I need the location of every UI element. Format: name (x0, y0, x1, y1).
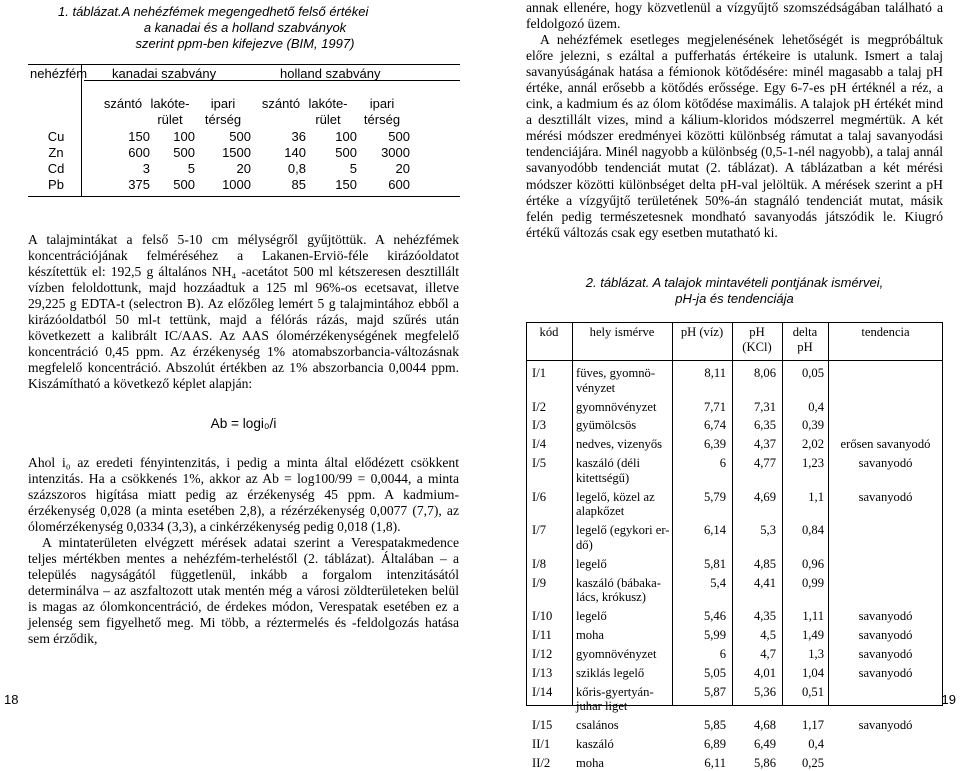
page-number-right: 19 (941, 692, 956, 707)
table1-caption-line: a kanadai és a holland szabványok (143, 20, 347, 35)
table1-top-rule (28, 64, 460, 65)
table2-delta: 0,05 (801, 366, 824, 380)
table2-code: I/11 (532, 628, 552, 642)
absorbance-formula: Ab = logi₀/i (210, 416, 277, 432)
table2-place: dő) (576, 537, 593, 552)
table1-cell: 500 (173, 177, 195, 192)
table2-delta: 0,39 (801, 418, 824, 433)
table2-place: vényzet (576, 380, 616, 395)
table1-cell: 150 (335, 177, 357, 192)
left-paragraph-3: A mintaterületen elvégzett mérések adatai szerint a Verespatakmedence teljes mértékben mentes a nehézfém-terheléstől (2. táblázat). Általában – a település nagyságától függetlenül, inkább a forgalom intenzitásától determinálva – az aszfaltozott utak mentén még a városi zöldterületeken belül is magas az ólomkoncentráció, de érdekes módon, Verespatak esetében ez a jelenség sem figyelhető meg. Mi több, a réztermelés és -feldolgozás hatása sem érződik, (28, 534, 459, 647)
table2-place: kitettségű) (576, 470, 630, 485)
table1-cell: 20 (236, 161, 251, 176)
table2-ph-kcl: 6,49 (753, 737, 776, 752)
table2-caption-line: pH-ja és tendenciája (675, 291, 794, 306)
table1-caption (30, 4, 460, 52)
table2-header-place: hely ismérve (589, 325, 655, 339)
table2-delta: 1,3 (808, 646, 824, 661)
table1-subheader: szántó (103, 96, 143, 111)
table2-ph-kcl: 8,06 (753, 366, 776, 380)
table1-header-canadian: kanadai szabvány (112, 66, 217, 81)
right-body-text (526, 0, 943, 241)
table2-delta: 0,4 (808, 737, 824, 752)
table2-ph-water: 5,4 (710, 575, 726, 590)
table1-cell: 600 (128, 145, 150, 160)
table2-ph-water: 6,11 (704, 756, 726, 770)
table1-cell: 85 (291, 177, 306, 192)
table2-code: I/6 (532, 489, 546, 504)
table2-header-delta: delta (792, 325, 818, 339)
table2-place: lács, krókusz) (576, 590, 646, 605)
table2-place: legelő (576, 556, 607, 571)
table1-subheader: térség (363, 112, 401, 127)
table2-ph-kcl: 4,01 (753, 665, 776, 680)
table2-ph-kcl: 4,37 (753, 437, 776, 452)
table1-cell: 0,8 (287, 161, 306, 176)
table2-header-ph-kcl: pH (749, 325, 765, 339)
table2-delta: 0,51 (801, 684, 824, 699)
table2-ph-kcl: 4,77 (753, 456, 776, 471)
table1-header-dutch: holland szabvány (280, 66, 381, 81)
table2-delta: 1,49 (801, 628, 824, 642)
table2-ph-water: 7,71 (703, 399, 726, 414)
table2-delta: 1,17 (801, 718, 824, 733)
table2-ph-water: 5,79 (703, 489, 726, 504)
table2-ph-water: 6,89 (703, 737, 726, 752)
table2-place: kaszáló (déli (576, 456, 640, 471)
table1-cell: 500 (229, 129, 251, 144)
table2-header-delta-ph: pH (797, 340, 813, 354)
table1-cell: 36 (291, 129, 306, 144)
table2-ph-water: 6 (719, 456, 726, 471)
table2-place: csalános (576, 718, 619, 733)
table2-place: legelő (egykori er- (576, 523, 670, 538)
table2-place: legelő (576, 609, 607, 624)
table2-code: I/15 (532, 718, 553, 733)
table2-delta: 1,11 (802, 609, 824, 624)
table2-place: kaszáló (bábaka- (576, 575, 661, 590)
table1-cell: 3000 (381, 145, 410, 160)
table2-ph-water: 5,99 (703, 628, 726, 642)
table2-column-rule (572, 322, 573, 706)
table1-caption-line: szerint ppm-ben kifejezve (BIM, 1997) (135, 36, 355, 51)
table2-ph-water: 6,39 (703, 437, 726, 452)
table1-cell: 100 (173, 129, 195, 144)
table2-code: I/14 (532, 684, 553, 699)
table2-header-code: kód (539, 325, 559, 339)
table2-code: I/4 (532, 437, 546, 452)
table1-cell: 375 (128, 177, 150, 192)
table2-place: juhar liget (576, 699, 628, 714)
table1-metal-label: Zn (48, 145, 64, 160)
table2-ph-kcl: 5,36 (753, 684, 776, 699)
table2-code: I/10 (532, 609, 553, 624)
left-page (0, 0, 480, 713)
table2-ph-water: 5,81 (703, 556, 726, 571)
table2-delta: 1,1 (808, 489, 824, 504)
table1-subheader: lakóte- (308, 96, 348, 111)
table2-ph-kcl: 4,69 (753, 489, 776, 504)
table1-cell: 100 (335, 129, 357, 144)
table2-trend: savanyodó (858, 665, 913, 680)
table2-trend: savanyodó (858, 628, 913, 642)
table2-trend: erősen savanyodó (840, 437, 931, 452)
table1-cell: 5 (187, 161, 195, 176)
table2-trend: savanyodó (858, 609, 913, 624)
table1-metal-label: Cd (47, 161, 65, 176)
table2-delta: 0,96 (801, 556, 824, 571)
table2-ph-water: 5,46 (703, 609, 726, 624)
table2-place: moha (576, 756, 604, 770)
table1-metal-label: Cu (47, 129, 65, 144)
table2-delta: 0,25 (801, 756, 824, 770)
table1-bottom-rule (28, 196, 460, 197)
table1-subheader: rület (157, 112, 183, 127)
page-number-left: 18 (4, 692, 19, 707)
table1-caption-number: 1. táblázat. (58, 4, 122, 19)
left-body-text (28, 232, 459, 647)
table2-code: I/8 (532, 556, 546, 571)
table1-cell: 500 (173, 145, 195, 160)
table2-place: kaszáló (576, 737, 614, 752)
table2-header-ph-kcl-unit: (KCl) (742, 340, 772, 354)
table2-trend: savanyodó (858, 456, 913, 471)
left-paragraph-2: Ahol i₀ az eredeti fényintenzitás, i pedig a minta által elődézett csökkent intenzitás. Ha a csökkenés 1%, akkor az Ab = log100/99 = 0,0044, a minta százszoros higítása miatt pedig az érzékenység 45 ppm. A kadmium-érzékenység 0,028 (a minta esetében 2,8), a rézérzékenység 0,0077 (7,7), az ólomérzékenység 0,0334 (3,3), a cinkérzékenység pedig 0,018 (1,8). (28, 454, 459, 534)
table2-delta: 2,02 (801, 437, 824, 452)
table1-subheader: szántó (261, 96, 301, 111)
table2-caption (526, 275, 943, 307)
table2-ph-water: 8,11 (704, 366, 726, 380)
table2-delta: 0,84 (801, 523, 824, 538)
table1-cell: 500 (335, 145, 357, 160)
table1-cell: 3 (142, 161, 150, 176)
table2-code: I/7 (532, 523, 546, 538)
table2-ph-kcl: 4,7 (760, 646, 776, 661)
table1-cell: 5 (349, 161, 357, 176)
table2-delta: 1,23 (801, 456, 824, 471)
table2-code: I/5 (532, 456, 546, 471)
table2-ph-kcl: 4,35 (753, 609, 776, 624)
table1-cell: 500 (388, 129, 410, 144)
table2-ph-water: 6,74 (703, 418, 726, 433)
table2-header-rule (526, 360, 943, 361)
right-paragraph-2: A nehézfémek esetleges megjelenésének lehetőségét is megpróbáltuk előre jelezni, s ezáltal a pufferhatás értékeire is utalunk. Ismert a talaj savanyúságának hatása a fémionok kötődésére: minél magasabb a talaj pH értéke, annál erősebb a kötődés erőssége. Egy 6-7-es pH értéknél a réz, a cink, a kadmium és az ólom kötődése maximális. A talajok pH értékét mind a desztillált vizes, mind a kálium-kloridos módszerrel megmértük. A két mérési módszer eredményei közötti különbség rámutat a talaj savanyodási tendenciájára. Minél nagyobb a különbség (0,5-1-nél nagyobb), a talaj annál savanyodóbb tendenciát mutat (2. táblázat). A táblázatban a két mérési módszer közötti különbséget delta pH-val jelöltük. A mérések szerint a pH értéke a vízgyűjtő területének 50%-án stagnáló tendenciát mutat, másik felén pedig természetesnek mondható savanyodás játszódik le. Kiugró értékű változás csak egy esetben mutatható ki. (526, 32, 943, 240)
table2-ph-kcl: 5,86 (753, 756, 776, 770)
table2-place: füves, gyomnö- (576, 366, 656, 380)
table2-trend: savanyodó (858, 489, 913, 504)
table1-subheader: lakóte- (150, 96, 190, 111)
table2-ph-kcl: 6,35 (753, 418, 776, 433)
table1-subheader: ipari (369, 96, 395, 111)
table2-trend: savanyodó (858, 718, 913, 733)
table1-metal-label: Pb (48, 177, 64, 192)
table2-ph-kcl: 4,68 (753, 718, 776, 733)
table2-ph-water: 5,05 (703, 665, 726, 680)
table2-place: gyümölcsös (576, 418, 637, 433)
table2-place: kőris-gyertyán- (576, 684, 654, 699)
table2-code: I/9 (532, 575, 546, 590)
table1-subheader: rület (315, 112, 341, 127)
table1-cell: 20 (395, 161, 410, 176)
table2-header-ph-water: pH (víz) (680, 325, 724, 339)
table1-caption-line: A nehézfémek megengedhető felső értékei (121, 4, 369, 19)
table2-ph-water: 6 (719, 646, 726, 661)
table1-subheader: ipari (210, 96, 236, 111)
table1-cell: 600 (388, 177, 410, 192)
table2-header-trend: tendencia (861, 325, 910, 339)
table2-ph-kcl: 4,5 (760, 628, 776, 642)
table2-caption-line: 2. táblázat. A talajok mintavételi pontjának ismérvei, (585, 275, 884, 290)
table2-code: I/13 (532, 665, 553, 680)
table1-subheader: térség (204, 112, 242, 127)
table2-trend: savanyodó (858, 646, 913, 661)
table2-ph-kcl: 4,85 (753, 556, 776, 571)
table2-place: sziklás legelő (576, 665, 645, 680)
table1-cell: 1000 (222, 177, 251, 192)
table1-vertical-rule (81, 64, 82, 196)
table2-delta: 1,04 (801, 665, 824, 680)
table1-cell: 140 (284, 145, 306, 160)
table2-code: I/2 (532, 399, 546, 414)
right-paragraph-1: annak ellenére, hogy közvetlenül a vízgyűjtő szomszédságában található a feldolgozó üzem. (526, 0, 943, 32)
table2-code: I/12 (532, 646, 553, 661)
table2-place: moha (576, 628, 604, 642)
table1-cell: 150 (128, 129, 150, 144)
table2-ph-kcl: 7,31 (753, 399, 776, 414)
table2-place: gyomnövényzet (576, 399, 657, 414)
table2-code: I/3 (532, 418, 546, 433)
table2-place: nedves, vizenyős (576, 437, 663, 452)
table2-delta: 0,99 (801, 575, 824, 590)
table2-ph-water: 5,85 (703, 718, 726, 733)
table2-ph-water: 5,87 (703, 684, 726, 699)
table2-delta: 0,4 (808, 399, 824, 414)
table2-ph-water: 6,14 (703, 523, 726, 538)
right-page (480, 0, 960, 770)
table2-place: alapkőzet (576, 504, 625, 519)
table2-place: legelő, közel az (576, 489, 655, 504)
table2-place: gyomnövényzet (576, 646, 657, 661)
table1-cell: 1500 (222, 145, 251, 160)
table1-header-heavy-metal: nehézfém (30, 66, 88, 81)
table2-code: II/1 (532, 737, 551, 752)
left-paragraph-1: A talajmintákat a felső 5-10 cm mélységről gyűjtöttük. A nehézfémek koncentrációjának felméréséhez a Lakanen-Erviö-féle kirázóoldatot készítettük el: 192,5 g általános NH₄ -acetátot 500 ml kétszeresen desztillált vízben feloldottunk, majd hozzáadtuk a 125 ml 96%-os ecetsavat, illetve 29,225 g EDTA-t (selectron B). Az előzőleg lemért 5 g talajmintához ebből a kirázóoldatból 50 ml-t tettünk, majd a félórás rázás, majd szűrés után következett a kalibrált IC/AAS. Az AAS ólomérzékenységének megfelelő koncentráció 0,45 ppm. Az érzékenység 1% atomabszorbancia-változásnak megfelelő koncentráció. Abszolút értékben az 1% abszorbancia 0,0044 ppm. Kiszámítható a következő képlet alapján: (28, 232, 459, 392)
table2-ph-kcl: 5,3 (760, 523, 776, 538)
table2-ph-kcl: 4,41 (753, 575, 776, 590)
table2-code: I/1 (532, 366, 546, 380)
table2-code: II/2 (532, 756, 551, 770)
